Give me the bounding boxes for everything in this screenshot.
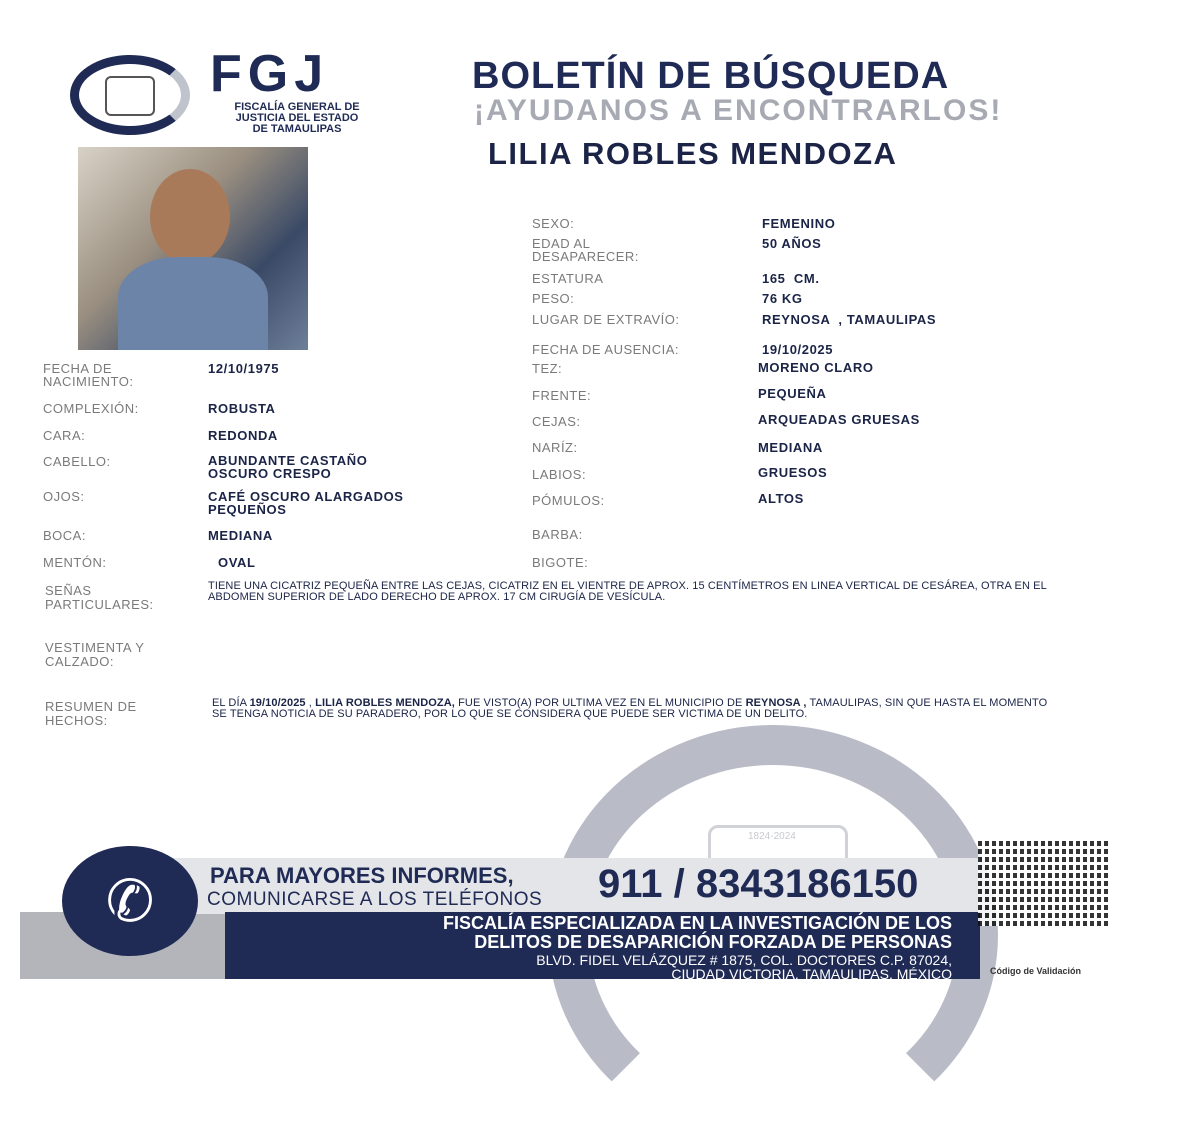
label-face: CARA:: [43, 428, 86, 443]
value-forehead: PEQUEÑA: [758, 386, 827, 401]
validation-qr-code[interactable]: [978, 838, 1110, 926]
summary-place: REYNOSA ,: [745, 697, 807, 709]
unit-line: DELITOS DE DESAPARICIÓN FORZADA DE PERSONAS: [474, 932, 952, 952]
info-line-1: PARA MAYORES INFORMES,: [210, 863, 514, 888]
value-place: REYNOSA , TAMAULIPAS: [762, 312, 937, 327]
label-build: COMPLEXIÓN:: [43, 401, 139, 416]
value-age: 50 AÑOS: [762, 236, 822, 251]
label-mustache: BIGOTE:: [532, 555, 589, 570]
label-summary: RESUMEN DE HECHOS:: [45, 699, 137, 728]
label-nose: NARÍZ:: [532, 440, 578, 455]
label-clothing: VESTIMENTA Y CALZADO:: [45, 640, 145, 669]
value-height: 165 CM.: [762, 271, 820, 286]
label-beard: BARBA:: [532, 527, 583, 542]
address-line: CIUDAD VICTORIA, TAMAULIPAS, MÉXICO: [671, 966, 952, 982]
value-face: REDONDA: [208, 428, 278, 443]
value-mouth: MEDIANA: [208, 528, 273, 543]
org-line: DE TAMAULIPAS: [252, 123, 342, 135]
label-skin: TEZ:: [532, 361, 563, 376]
value-build: ROBUSTA: [208, 401, 276, 416]
value-summary: [212, 698, 1052, 720]
summary-text: TAMAULIPAS, SIN QUE HASTA EL MOMENTO SE TENGA NOTICIA DE SU PARADERO, POR LO QUE SE CONSIDERA QUE PUEDE SER VICTIMA DE UN DELITO.: [212, 697, 1048, 720]
phone-icon: ✆: [62, 846, 198, 956]
label-sex: SEXO:: [532, 216, 575, 231]
label-place: LUGAR DE EXTRAVÍO:: [532, 312, 680, 327]
summary-name: LILIA ROBLES MENDOZA,: [315, 697, 455, 709]
unit-line: FISCALÍA ESPECIALIZADA EN LA INVESTIGACIÓN DE LOS: [442, 913, 952, 933]
label-lips: LABIOS:: [532, 467, 587, 482]
org-short: FGJ: [210, 45, 330, 103]
value-weight: 76 KG: [762, 291, 803, 306]
qr-caption: Código de Validación: [990, 966, 1082, 976]
label-hair: CABELLO:: [43, 454, 111, 469]
bulletin-subtitle: ¡AYUDANOS A ENCONTRARLOS!: [474, 94, 1003, 127]
summary-text: ,: [305, 697, 316, 709]
person-photo: [78, 147, 308, 350]
label-chin: MENTÓN:: [43, 555, 107, 570]
fgj-logo-seal: [70, 55, 190, 135]
label-forehead: FRENTE:: [532, 388, 592, 403]
label-cheekbones: PÓMULOS:: [532, 493, 605, 508]
value-birthdate: 12/10/1975: [208, 361, 280, 376]
info-line-2: COMUNICARSE A LOS TELÉFONOS: [207, 889, 543, 910]
value-skin: MORENO CLARO: [758, 360, 874, 375]
address: [240, 953, 952, 981]
value-chin: OVAL: [218, 555, 256, 570]
value-absence-date: 19/10/2025: [762, 342, 834, 357]
value-lips: GRUESOS: [758, 465, 828, 480]
value-eyebrows: ARQUEADAS GRUESAS: [758, 412, 920, 427]
person-name: LILIA ROBLES MENDOZA: [488, 136, 898, 171]
summary-date: 19/10/2025: [249, 697, 306, 709]
seal-years: 1824-2024: [748, 831, 796, 842]
label-height: ESTATURA: [532, 271, 604, 286]
unit-name: [240, 914, 952, 952]
summary-text: FUE VISTO(A) POR ULTIMA VEZ EN EL MUNICIPIO DE: [454, 697, 746, 709]
summary-text: EL DÍA: [212, 697, 250, 709]
phone-numbers[interactable]: 911 / 8343186150: [598, 862, 919, 906]
value-eyes: CAFÉ OSCURO ALARGADOS PEQUEÑOS: [208, 489, 404, 517]
value-sex: FEMENINO: [762, 216, 836, 231]
label-marks: SEÑAS PARTICULARES:: [45, 583, 154, 612]
value-marks: TIENE UNA CICATRIZ PEQUEÑA ENTRE LAS CEJAS, CICATRIZ EN EL VIENTRE DE APROX. 15 CENTÍMETROS EN LINEA VERTICAL DE CESÁREA, OTRA EN EL ABDOMEN SUPERIOR DE LADO DERECHO DE APROX. 17 CM CIRUGÍA DE VESÍCULA.: [208, 580, 1047, 603]
address-line: BLVD. FIDEL VELÁZQUEZ # 1875, COL. DOCTORES C.P. 87024,: [536, 952, 952, 968]
label-absence-date: FECHA DE AUSENCIA:: [532, 342, 679, 357]
org-line: FISCALÍA GENERAL DE: [234, 101, 360, 113]
org-line: JUSTICIA DEL ESTADO: [235, 112, 359, 124]
value-nose: MEDIANA: [758, 440, 823, 455]
label-eyes: OJOS:: [43, 489, 85, 504]
label-weight: PESO:: [532, 291, 575, 306]
label-age: EDAD AL DESAPARECER:: [532, 236, 639, 264]
value-cheekbones: ALTOS: [758, 491, 804, 506]
value-hair: ABUNDANTE CASTAÑO OSCURO CRESPO: [208, 453, 368, 481]
label-eyebrows: CEJAS:: [532, 414, 581, 429]
label-birthdate: FECHA DE NACIMIENTO:: [43, 361, 134, 389]
bulletin-title: BOLETÍN DE BÚSQUEDA: [472, 55, 950, 97]
org-full: [212, 102, 382, 135]
label-mouth: BOCA:: [43, 528, 86, 543]
